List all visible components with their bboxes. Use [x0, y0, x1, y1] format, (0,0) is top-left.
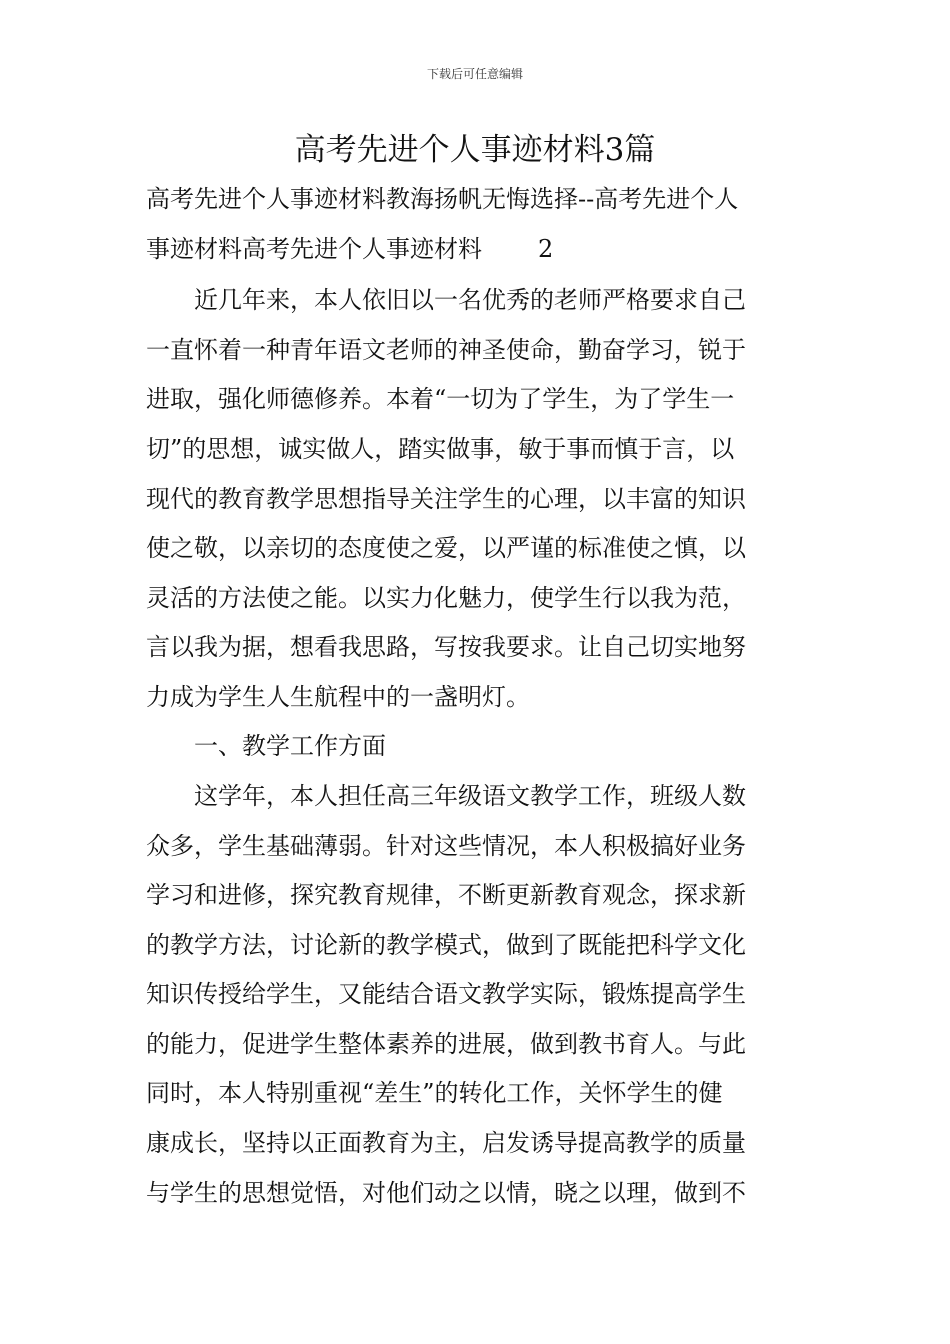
- paragraph-line: 与学生的思想觉悟，对他们动之以情，晓之以理，做到不: [146, 1179, 746, 1207]
- paragraph-line: 切”的思想，诚实做人，踏实做事，敏于事而慎于言，以: [146, 435, 735, 463]
- paragraph-line: 一直怀着一种青年语文老师的神圣使命，勤奋学习，锐于: [146, 336, 746, 364]
- header-note: 下载后可任意编辑: [426, 67, 523, 81]
- paragraph-line: 这学年，本人担任高三年级语文教学工作，班级人数: [146, 782, 746, 810]
- paragraph-line: 的能力，促进学生整体素养的进展，做到教书育人。与此: [146, 1030, 746, 1058]
- paragraph-line: 康成长，坚持以正面教育为主，启发诱导提高教学的质量: [146, 1129, 746, 1157]
- subtitle-line: 高考先进个人事迹材料教海扬帆无悔选择--高考先进个人: [146, 185, 739, 213]
- subtitle-text: 事迹材料高考先进个人事迹材料: [146, 235, 482, 263]
- paragraph-line: 现代的教育教学思想指导关注学生的心理，以丰富的知识: [146, 485, 746, 513]
- paragraph-line: 学习和进修，探究教育规律，不断更新教育观念，探求新: [146, 881, 746, 909]
- paragraph-line: 众多，学生基础薄弱。针对这些情况，本人积极搞好业务: [146, 832, 746, 860]
- subtitle-number: 2: [538, 235, 554, 263]
- paragraph-line: 进取，强化师德修养。本着“一切为了学生，为了学生一: [146, 385, 735, 413]
- paragraph-line: 灵活的方法使之能。以实力化魅力，使学生行以我为范，: [146, 584, 746, 612]
- paragraph-line: 力成为学生人生航程中的一盏明灯。: [146, 683, 530, 711]
- paragraph-line: 的教学方法，讨论新的教学模式，做到了既能把科学文化: [146, 931, 746, 959]
- paragraph-line: 近几年来，本人依旧以一名优秀的老师严格要求自己: [146, 286, 746, 314]
- subtitle-line: [146, 233, 826, 265]
- paragraph-line: 言以我为据，想看我思路，写按我要求。让自己切实地努: [146, 633, 746, 661]
- document-title: 高考先进个人事迹材料3篇: [294, 132, 656, 168]
- paragraph-line: 知识传授给学生，又能结合语文教学实际，锻炼提高学生: [146, 980, 746, 1008]
- paragraph-line: 同时，本人特别重视“差生”的转化工作，关怀学生的健: [146, 1079, 723, 1107]
- section-heading: 一、教学工作方面: [146, 732, 386, 760]
- paragraph-line: 使之敬，以亲切的态度使之爱，以严谨的标准使之慎，以: [146, 534, 746, 562]
